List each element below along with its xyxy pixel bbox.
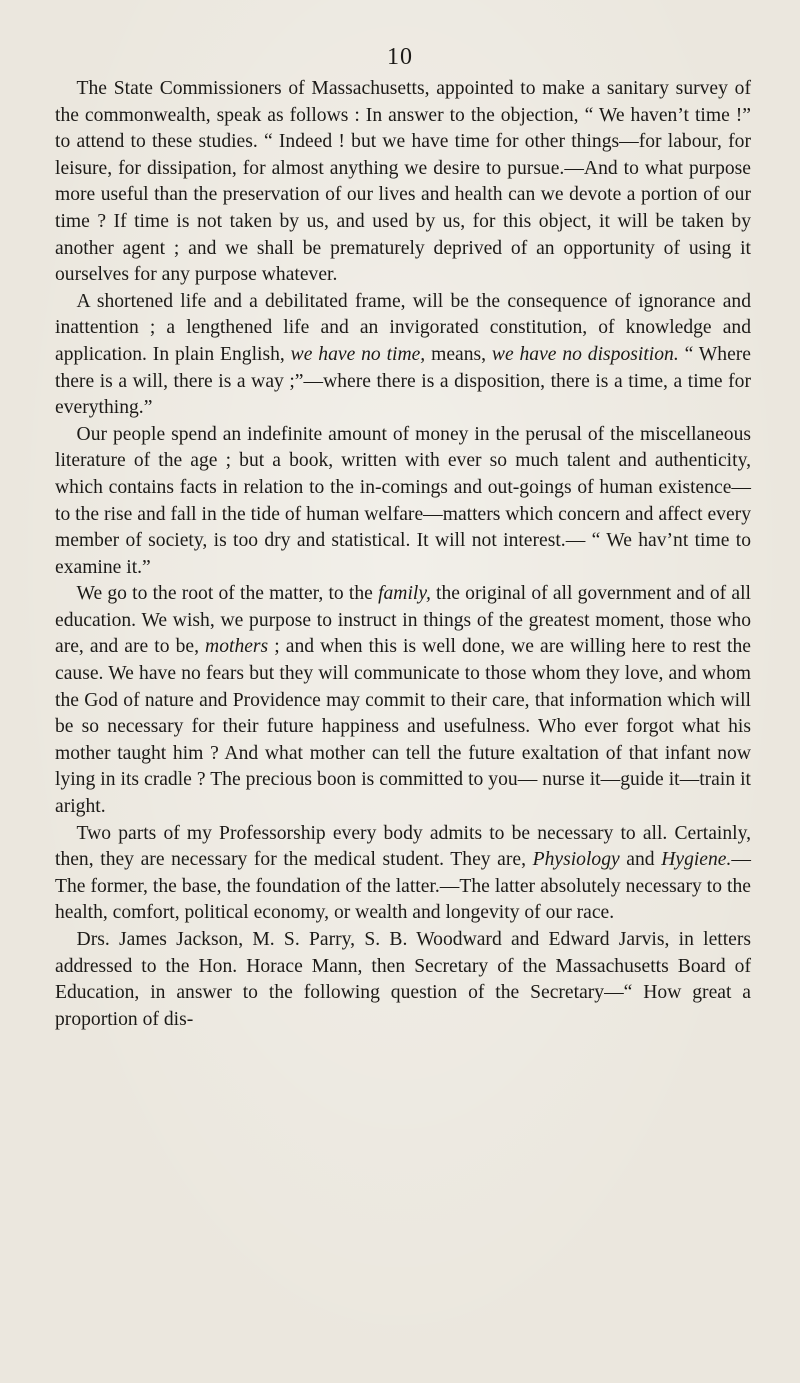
text-span: means, <box>425 343 492 365</box>
italic-span: Hygiene. <box>661 849 732 871</box>
paragraph <box>55 821 751 927</box>
paragraph <box>55 581 751 820</box>
italic-span: we have no time, <box>290 343 426 365</box>
text-span: Our people spend an indefinite amount of money in the perusal of the miscellaneous literature of the age ; but a book, written with ever so much talent and authenticity, which contains facts in relation to the in-comings and out-goings of human existence—to the rise and fall in the tide of human welfare—matters which concern and affect every member of society, is too dry and statistical. It will not interest.— “ We hav’nt time to examine it.” <box>55 423 751 578</box>
page-number: 10 <box>387 44 413 70</box>
paragraph <box>55 76 751 289</box>
text-span: The State Commissioners of Massachusetts, appointed to make a sanitary survey of the commonwealth, speak as follows : In answer to the objection, “ We haven’t time !” to attend to these studies. “ Indeed ! but we have time for other things—for labour, for leisure, for dissipation, for almost anything we desire to pursue.—And to what purpose more useful than the preservation of our lives and health can we devote a portion of our time ? If time is not taken by us, and used by us, for this object, it will be taken by another agent ; and we shall be prematurely deprived of an opportunity of using it ourselves for any purpose whatever. <box>55 78 751 286</box>
text-span: the original of all government and of all education. We wish, we purpose to instruct in things of the greatest moment, those who are, and are to be, <box>55 583 751 658</box>
paragraph <box>55 289 751 422</box>
text-span: A shortened life and a debilitated frame, will be the consequence of ignorance and inattention ; a lengthened life and an invigorated constitution, of knowledge and application. In plain English, <box>55 290 751 365</box>
paragraph <box>55 927 751 1033</box>
italic-span: Physiology <box>532 849 620 871</box>
text-span: ; and when this is well done, we are willing here to rest the cause. We have no fears but they will communicate to those whom they love, and whom the God of nature and Providence may commit to their care, that information which will be so necessary for their future happiness and usefulness. Who ever forgot what his mother taught him ? And what mother can tell the future exaltation of that infant now lying in its cradle ? The precious boon is committed to you— nurse it—guide it—train it aright. <box>55 636 751 818</box>
text-span: Drs. James Jackson, M. S. Parry, S. B. Woodward and Edward Jarvis, in letters addressed to the Hon. Horace Mann, then Secretary of the Massachusetts Board of Education, in answer to the following question of the Secretary—“ How great a proportion of dis- <box>55 929 751 1030</box>
italic-span: mothers <box>205 636 269 658</box>
paragraph <box>55 422 751 582</box>
body-text <box>55 76 751 1033</box>
text-span: —The former, the base, the foundation of the latter.—The latter absolutely necessary to the health, comfort, political economy, or wealth and longevity of our race. <box>55 849 751 924</box>
text-span: and <box>619 849 662 871</box>
text-span: Two parts of my Professorship every body admits to be necessary to all. Certainly, then, they are necessary for the medical student. They are, <box>55 822 751 871</box>
italic-span: we have no disposition. <box>491 343 679 365</box>
italic-span: family, <box>378 583 431 605</box>
text-span: “ Where there is a will, there is a way ;”—where there is a disposition, there is a time, a time for everything.” <box>55 343 751 419</box>
text-span: We go to the root of the matter, to the <box>76 583 379 605</box>
